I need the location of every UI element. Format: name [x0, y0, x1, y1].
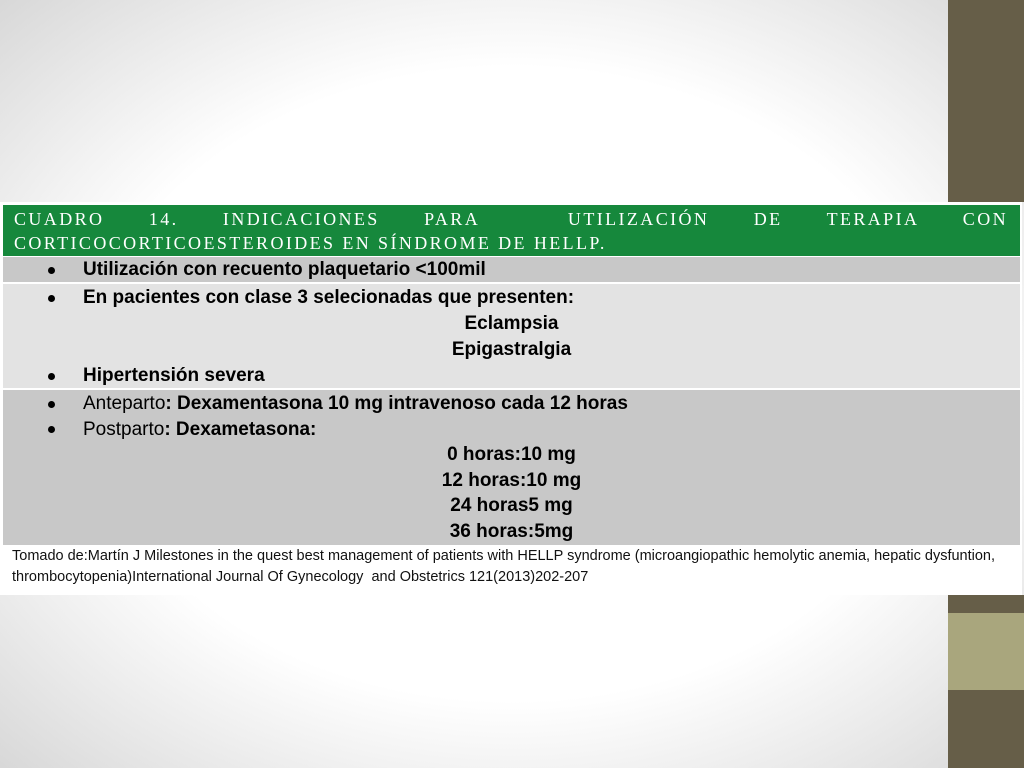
bullet-icon: [48, 267, 55, 274]
antepartum-label: Anteparto: [83, 393, 166, 414]
accent-bar-top: [948, 0, 1024, 202]
postpartum-label: Postparto: [83, 418, 165, 440]
accent-bar-bottom-light: [948, 613, 1024, 690]
list-item-text: En pacientes con clase 3 selecionadas que presenten:: [83, 287, 575, 308]
list-item: [3, 257, 1020, 282]
list-item: [3, 285, 1020, 311]
list-item-text: Utilización con recuento plaquetario <100mil: [83, 259, 486, 280]
bullet-icon: [48, 295, 55, 302]
table-row-platelets: [3, 257, 1020, 282]
antepartum-detail: : Dexamentasona 10 mg intravenoso cada 12 horas: [165, 393, 628, 414]
list-item-postpartum: [3, 417, 1020, 443]
table-row-class3: [3, 284, 1020, 388]
source-citation: Tomado de:Martín J Milestones in the quest best management of patients with HELLP syndrome (microangiopathic hemolytic anemia, hepatic dysfuntion, thrombocytopenia)International Journal Of Gynecology and Obstetrics 121(2013)202-207: [12, 548, 1000, 585]
schedule-item-0h: 0 horas:10 mg: [447, 444, 576, 466]
table-title-line-1: CUADRO 14. INDICACIONES PARA UTILIZACIÓN DE TERAPIA CON: [14, 209, 1008, 229]
list-item-antepartum: [3, 391, 1020, 417]
sub-item-eclampsia: Eclampsia: [464, 313, 559, 334]
table-title-line-2: CORTICOCORTICOESTEROIDES EN SÍNDROME DE HELLP.: [14, 233, 607, 253]
accent-bar-bottom-dark-1: [948, 595, 1024, 613]
table-panel: [0, 202, 1022, 595]
table-row-dexamethasone: [3, 390, 1020, 545]
bullet-icon: [48, 373, 55, 380]
sub-item-epigastralgia: Epigastralgia: [451, 339, 572, 360]
accent-bar-bottom-dark-2: [948, 690, 1024, 768]
list-item: [3, 363, 1020, 389]
bullet-icon: [48, 401, 55, 408]
postpartum-detail: : Dexametasona:: [164, 418, 317, 440]
list-item-text: Hipertensión severa: [83, 365, 265, 386]
schedule-item-24h: 24 horas5 mg: [450, 495, 573, 517]
table-title: [3, 205, 1020, 256]
schedule-item-36h: 36 horas:5mg: [449, 520, 574, 542]
bullet-icon: [48, 426, 55, 433]
schedule-item-12h: 12 horas:10 mg: [441, 469, 582, 491]
